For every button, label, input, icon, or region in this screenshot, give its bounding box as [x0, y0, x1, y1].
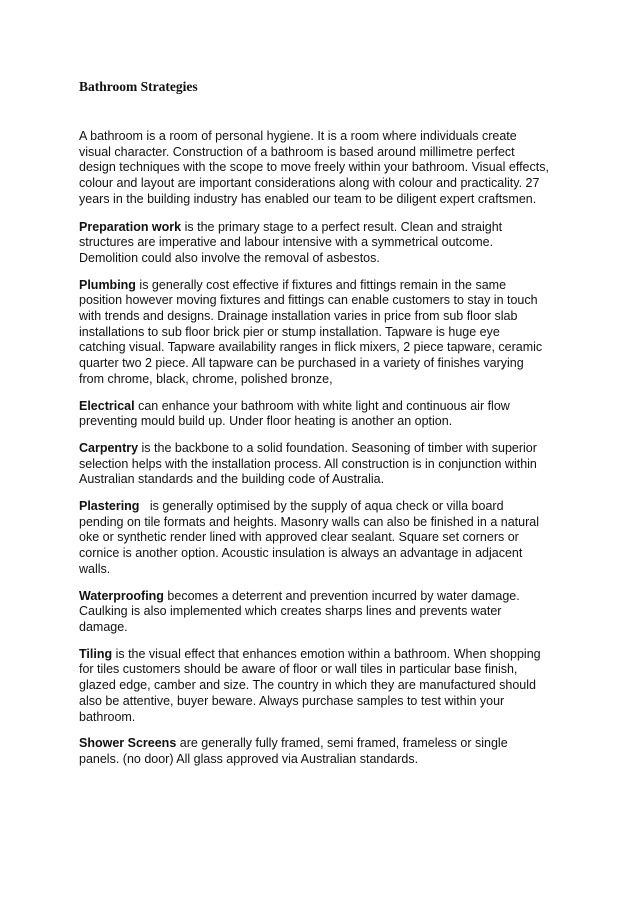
section-text: is generally cost effective if fixtures and fittings remain in the same position however moving fixtures and fittings can enable customers to stay in touch with trends and designs. Drainage installation varies in price from sub floor slab installations to sub floor brick pier or stump installation. Tapware is huge eye catching visual. Tapware availability ranges in flick mixers, 2 piece tapware, ceramic quarter two 2 piece. All tapware can be purchased in a variety of finishes varying from chrome, black, chrome, polished bronze, — [79, 277, 543, 386]
section-text: is the backbone to a solid foundation. Seasoning of timber with superior selection helps with the installation process. All construction is in conjunction within Australian standards and the building code of Australia. — [79, 440, 537, 487]
section-carpentry — [79, 441, 549, 488]
section-term: Tiling — [79, 646, 113, 661]
section-text: can enhance your bathroom with white light and continuous air flow preventing mould build up. Under floor heating is another an option. — [79, 398, 510, 429]
section-term: Shower Screens — [79, 736, 177, 751]
section-plastering — [79, 499, 549, 578]
section-text: becomes a deterrent and prevention incurred by water damage. Caulking is also implemented which creates sharps lines and prevents water damage. — [79, 588, 520, 634]
intro-paragraph: A bathroom is a room of personal hygiene. It is a room where individuals create visual character. Construction of a bathroom is based around millimetre perfect design techniques with the scope to move freely within your bathroom. Visual effects, colour and layout are important considerations along with colour and practicality. 27 years in the building industry has enabled our team to be diligent expert craftsmen. — [79, 129, 549, 206]
document-body — [79, 129, 549, 779]
section-preparation-work — [79, 220, 549, 267]
section-term: Electrical — [79, 398, 135, 413]
section-shower-screens — [79, 736, 549, 767]
section-text: is the primary stage to a perfect result. Clean and straight structures are imperative and labour intensive with a symmetrical outcome. Demolition could also involve the removal of asbestos. — [79, 219, 503, 265]
section-text: are generally fully framed, semi framed, frameless or single panels. (no door) All glass approved via Australian standards. — [79, 736, 508, 766]
section-term: Plumbing — [79, 277, 136, 292]
section-term: Carpentry — [79, 440, 139, 455]
section-term: Preparation work — [79, 219, 182, 234]
section-plumbing — [79, 278, 549, 388]
section-text: is generally optimised by the supply of aqua check or villa board pending on tile formats and heights. Masonry walls can also be finished in a natural oke or synthetic render lined with approved clear sealant. Square set corners or cornice is another option. Acoustic insulation is always an advantage in adjacent walls. — [79, 499, 543, 576]
section-electrical — [79, 399, 549, 430]
section-tiling — [79, 647, 549, 726]
section-term: Plastering — [79, 499, 140, 514]
section-term: Waterproofing — [79, 588, 164, 603]
section-waterproofing — [79, 589, 549, 636]
document-title: Bathroom Strategies — [79, 79, 198, 94]
section-text: is the visual effect that enhances emotion within a bathroom. When shopping for tiles customers should be aware of floor or wall tiles in particular base finish, glazed edge, camber and size. The country in which they are manufactured should also be attentive, buyer beware. Always purchase samples to test within your bathroom. — [79, 646, 541, 724]
